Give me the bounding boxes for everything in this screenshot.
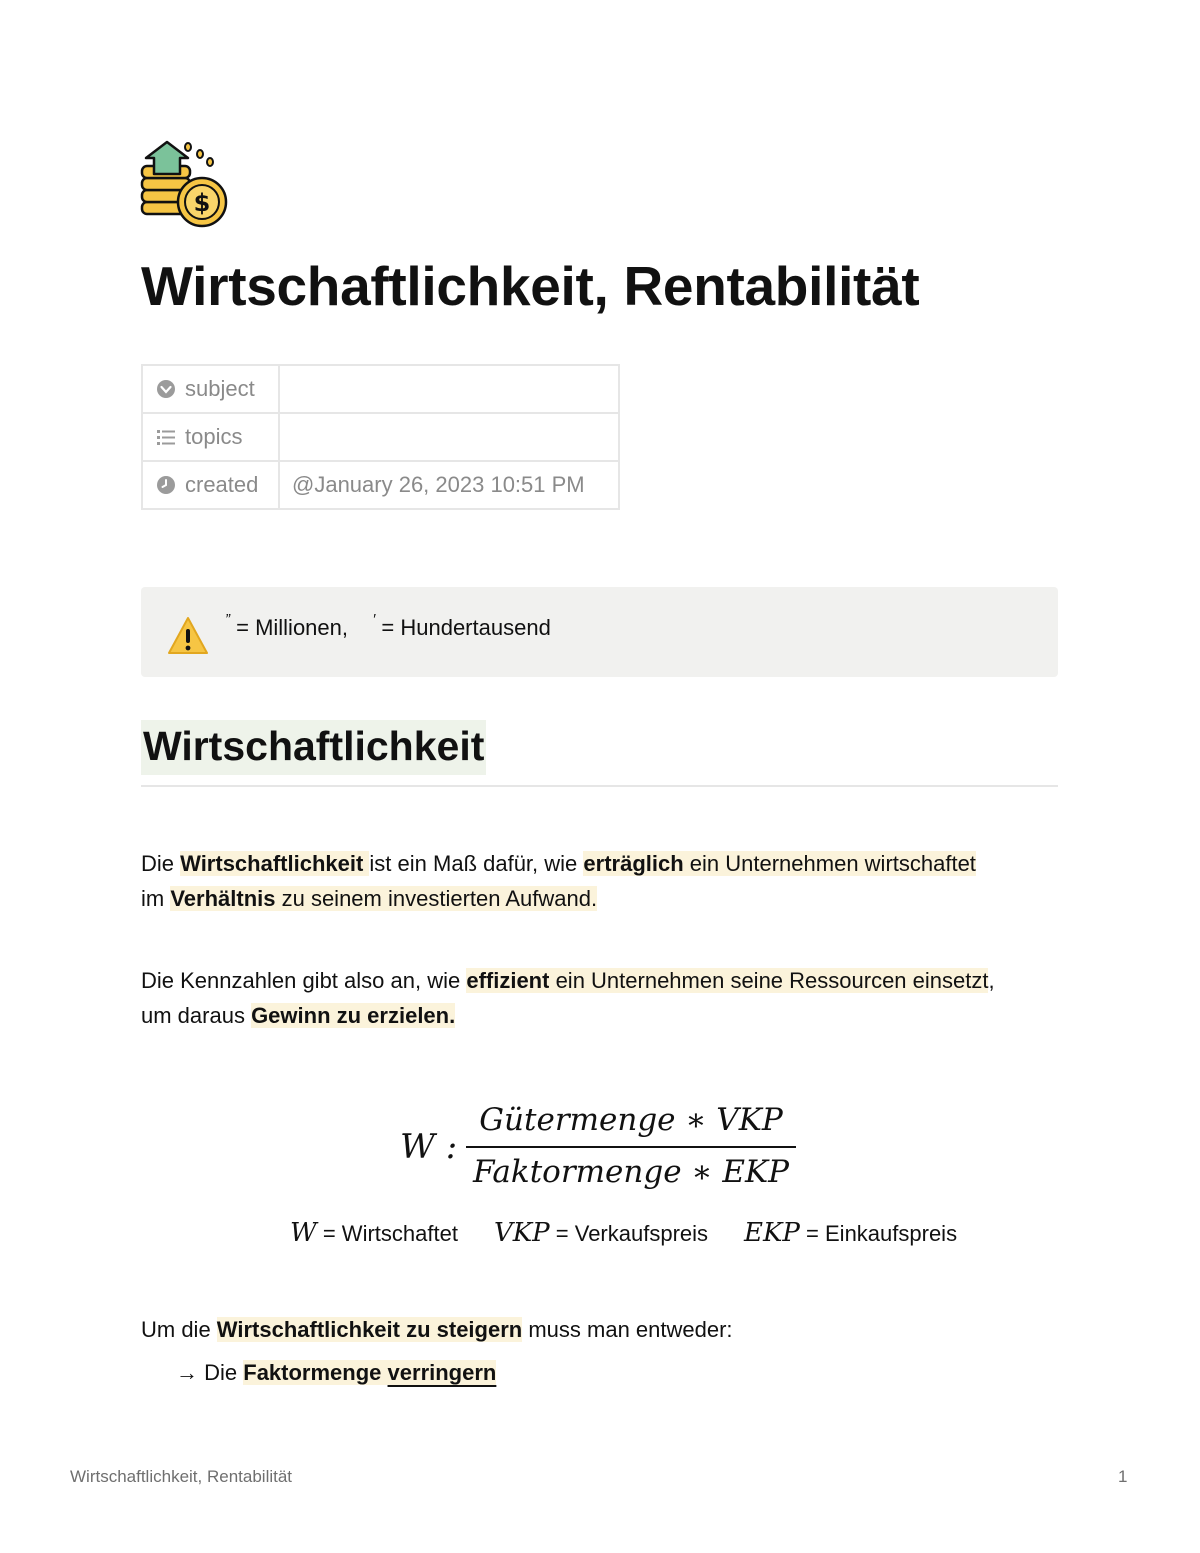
highlight-text: ein Unternehmen wirtschaftet [683, 851, 976, 876]
property-label: created [185, 472, 259, 497]
footer-title: Wirtschaftlichkeit, Rentabilität [70, 1467, 293, 1486]
property-value[interactable]: @January 26, 2023 10:51 PM [279, 461, 619, 509]
footer-page-number: 1 [1118, 1467, 1128, 1486]
paragraph-efficiency [141, 963, 1071, 1033]
list-icon [155, 426, 177, 448]
legend-var-ekp: EKP [744, 1218, 800, 1248]
legend-desc: = Einkaufspreis [799, 1221, 958, 1246]
page-title: Wirtschaftlichkeit, Rentabilität [141, 255, 920, 317]
highlight-bold: Verhältnis [170, 886, 276, 911]
formula-wirtschaftlichkeit [400, 1102, 820, 1192]
formula-denominator: Faktormenge ∗ EKP [473, 1154, 789, 1190]
bullet-item [176, 1360, 496, 1386]
properties-table [141, 364, 620, 510]
legend-desc: = Wirtschaftet [316, 1221, 458, 1246]
property-value[interactable] [279, 413, 619, 461]
highlight-bold-underlined: verringern [387, 1360, 497, 1385]
formula-numerator: Gütermenge ∗ VKP [479, 1102, 783, 1138]
property-key [142, 461, 279, 509]
prime-symbol: ′ [372, 611, 376, 628]
legend-var-w: W [290, 1218, 317, 1248]
text: Die [198, 1360, 244, 1385]
text: um daraus [141, 1003, 252, 1028]
highlight-bold: Gewinn zu erzielen. [251, 1003, 456, 1028]
callout-text [225, 611, 551, 641]
svg-text:$: $ [193, 189, 211, 217]
arrow-icon: → [176, 1360, 198, 1385]
property-row-subject[interactable] [142, 365, 619, 413]
callout [141, 587, 1058, 677]
legend-desc: = Verkaufspreis [549, 1221, 709, 1246]
clock-icon [155, 474, 177, 496]
highlight-bold: Faktormenge [243, 1360, 382, 1385]
fraction-bar [466, 1146, 796, 1148]
money-growth-icon [140, 140, 230, 230]
formula-legend [290, 1218, 957, 1248]
warning-icon [167, 615, 209, 657]
highlight-bold: effizient [466, 968, 550, 993]
text: Die Kennzahlen gibt also an, wie [141, 968, 467, 993]
property-value[interactable] [279, 365, 619, 413]
property-key [142, 365, 279, 413]
property-label: subject [185, 376, 255, 401]
highlight-bold: erträglich [583, 851, 684, 876]
legend-var-vkp: VKP [493, 1218, 550, 1248]
formula-fraction [466, 1102, 796, 1190]
text: muss man entweder: [522, 1317, 733, 1342]
paragraph-definition [141, 846, 1071, 916]
select-circle-icon [155, 378, 177, 400]
text: Die [141, 851, 181, 876]
formula-lhs: W : [400, 1127, 458, 1167]
highlight-text: ein Unternehmen seine Ressourcen einsetzt [549, 968, 989, 993]
callout-text-hundertausend: = Hundertausend [375, 615, 551, 640]
highlight-bold: Wirtschaftlichkeit zu steigern [216, 1317, 523, 1342]
paragraph-steigern [141, 1312, 1071, 1347]
property-label: topics [185, 424, 243, 449]
highlight-text: zu seinem investierten Aufwand. [275, 886, 598, 911]
highlight-bold: Wirtschaftlichkeit [180, 851, 370, 876]
text: , [988, 968, 995, 993]
property-key [142, 413, 279, 461]
divider [141, 785, 1058, 787]
text: ist ein Maß dafür, wie [369, 851, 584, 876]
double-prime-symbol: ” [225, 611, 230, 628]
text [381, 1360, 387, 1385]
property-row-created[interactable] [142, 461, 619, 509]
callout-text-millionen: = Millionen, [230, 615, 349, 640]
text: Um die [141, 1317, 217, 1342]
section-heading: Wirtschaftlichkeit [141, 720, 486, 775]
property-row-topics[interactable] [142, 413, 619, 461]
text: im [141, 886, 171, 911]
